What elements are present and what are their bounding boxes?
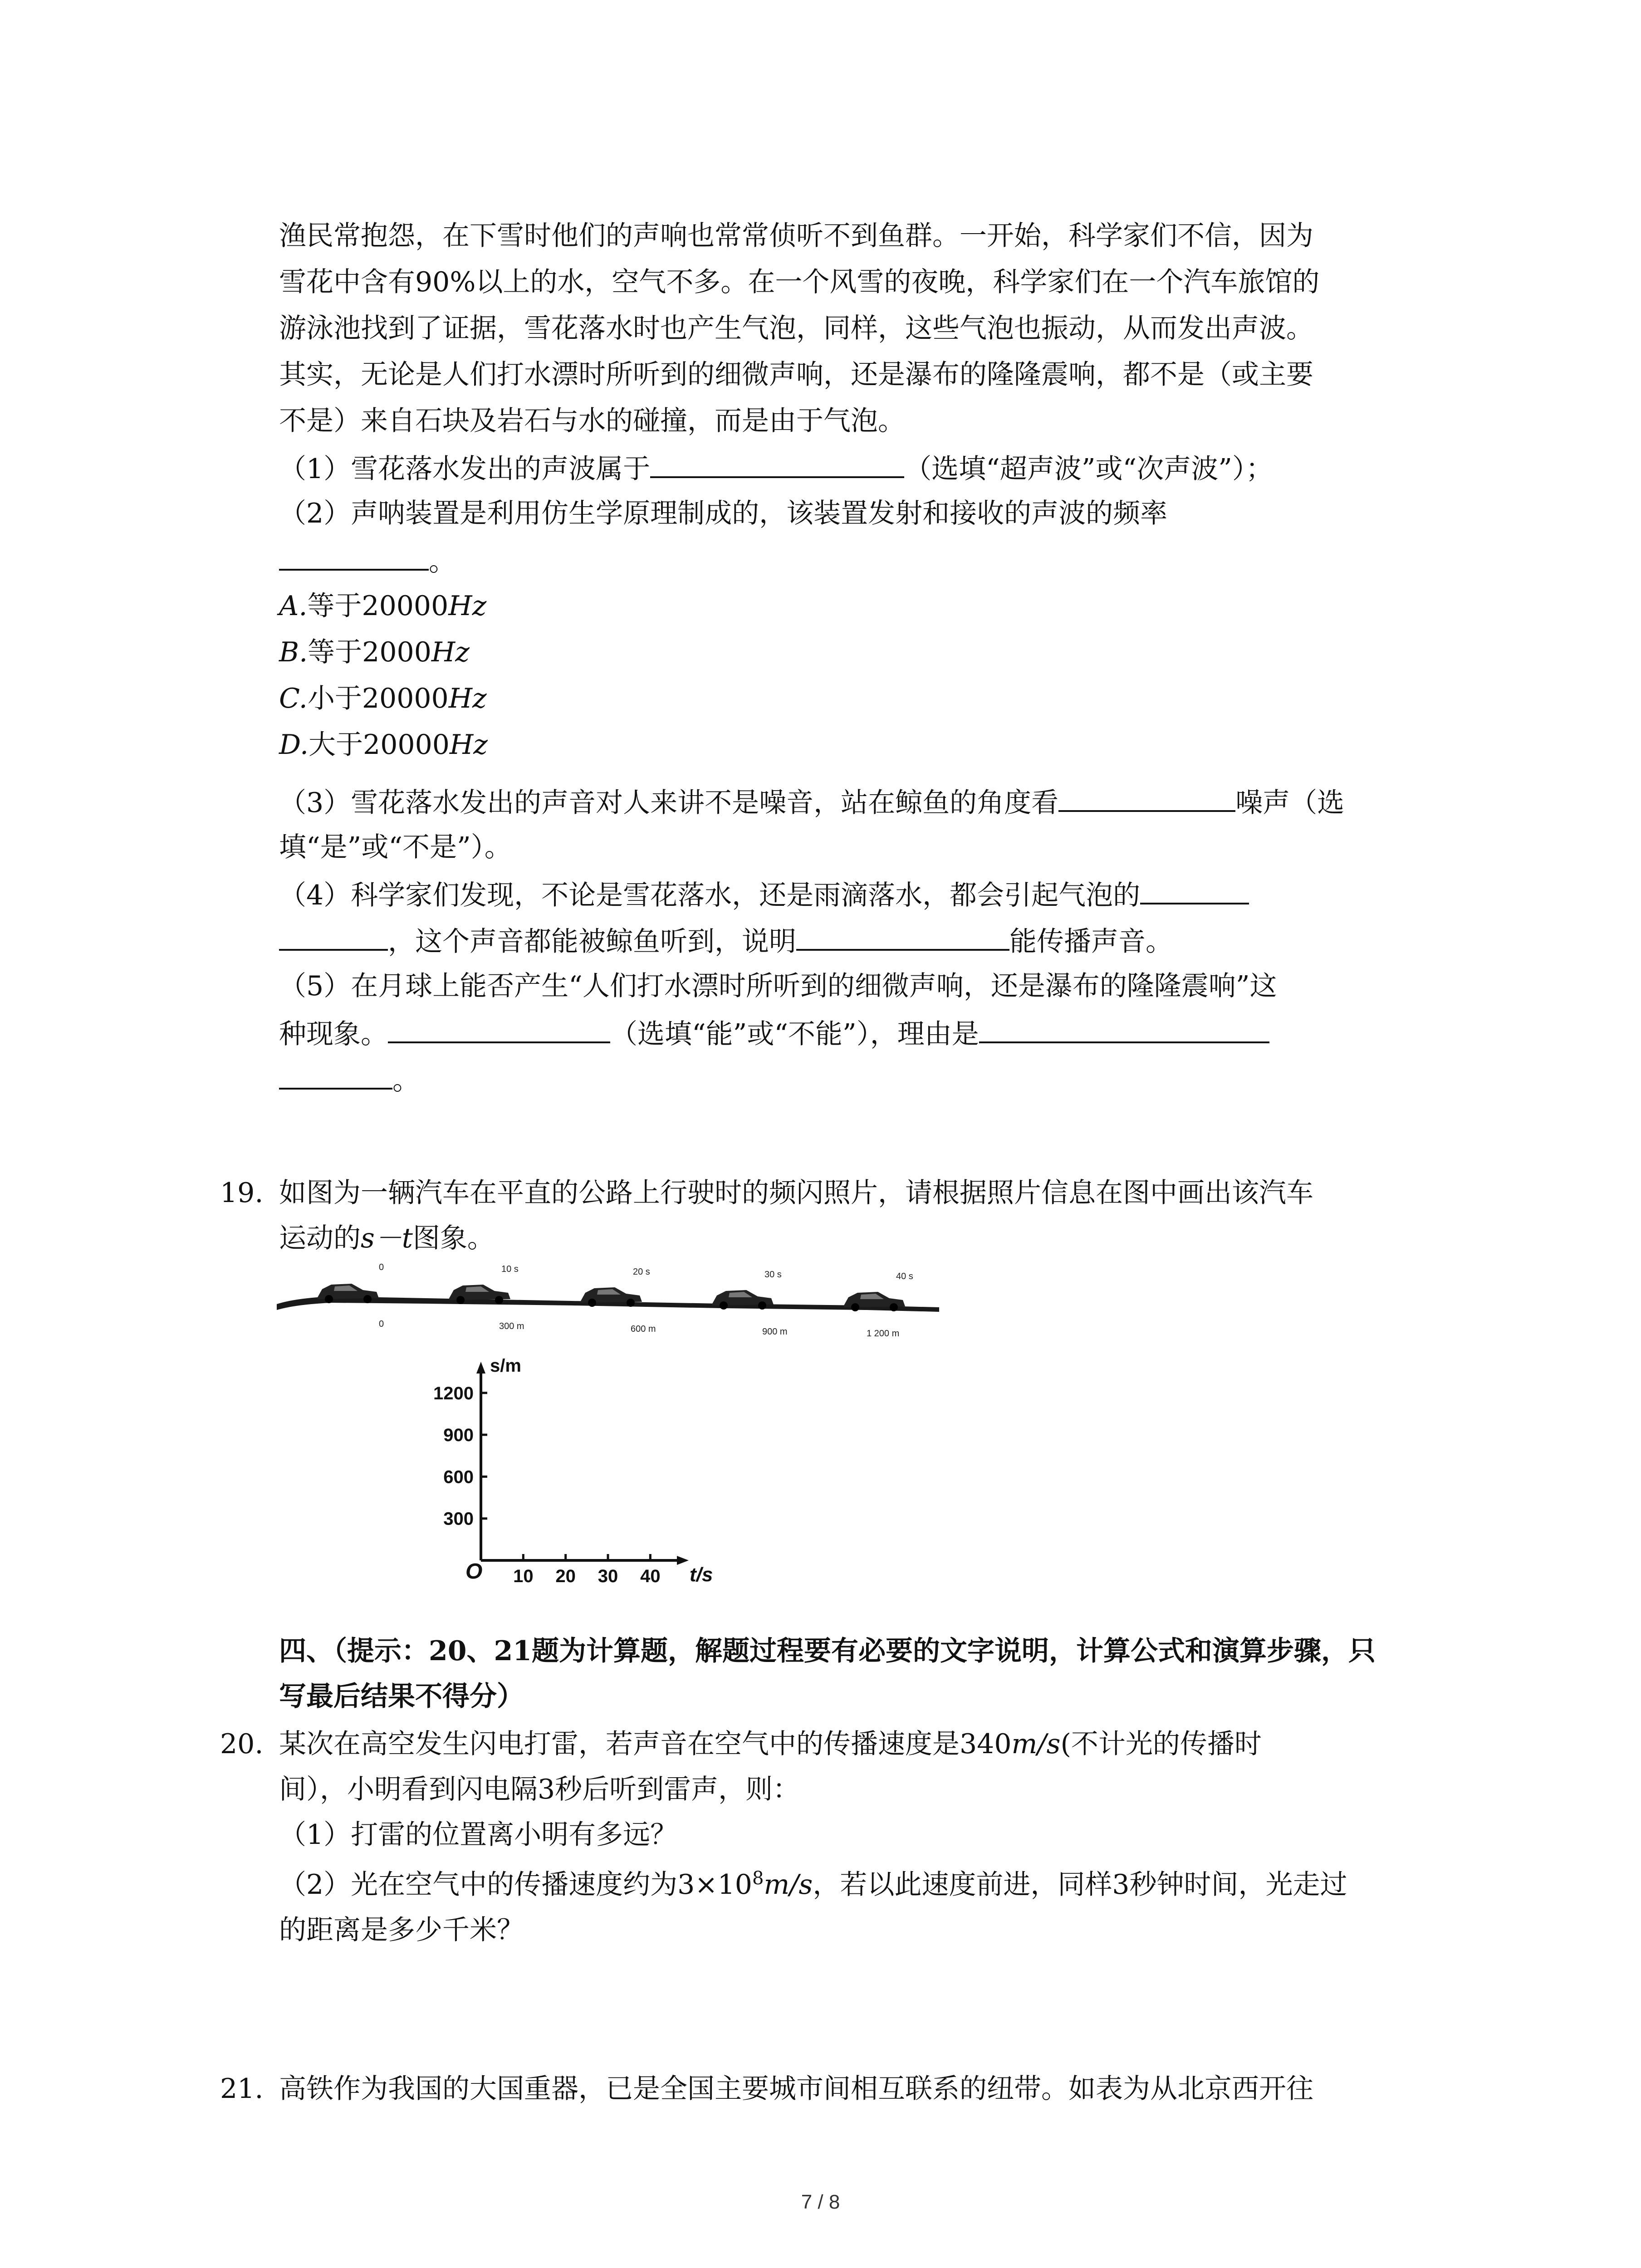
q20-part2-line2: 的距离是多少千米？ bbox=[279, 1914, 524, 1946]
q18-option-c: C.小于20000Hz bbox=[279, 683, 487, 714]
x-tick-label: 20 bbox=[555, 1566, 576, 1586]
time-label-0: 0 bbox=[379, 1262, 384, 1272]
x-tick-label: 40 bbox=[640, 1566, 661, 1586]
q18-part2-line2 bbox=[279, 542, 456, 580]
q18-part4-line2: ，这个声音都能被鲸鱼听到，说明 能传播声音。 bbox=[279, 922, 1173, 960]
passage-line-2: 雪花中含有90%以上的水，空气不多。在一个风雪的夜晚，科学家们在一个汽车旅馆的 bbox=[279, 266, 1320, 298]
section4-heading-line1: 四、（提示：20、21题为计算题，解题过程要有必要的文字说明，计算公式和演算步骤，只 bbox=[279, 1635, 1376, 1667]
time-label-20s: 20 s bbox=[633, 1267, 650, 1277]
q18-part1-text: （1）雪花落水发出的声波属于 bbox=[279, 453, 651, 485]
time-label-10s: 10 s bbox=[501, 1264, 519, 1274]
q20-line2: 间），小明看到闪电隔3秒后听到雷声，则： bbox=[279, 1774, 800, 1805]
q21-number: 21. bbox=[220, 2073, 264, 2105]
y-tick-label: 1200 bbox=[433, 1383, 474, 1403]
passage-line-3: 游泳池找到了证据，雪花落水时也产生气泡，同样，这些气泡也振动，从而发出声波。 bbox=[279, 313, 1313, 344]
q18-part3-line1: （3）雪花落水发出的声音对人来讲不是噪音，站在鲸鱼的角度看 噪声（选 bbox=[279, 783, 1344, 821]
q19-number: 19. bbox=[220, 1177, 264, 1209]
passage-line-1: 渔民常抱怨，在下雪时他们的声响也常常侦听不到鱼群。一开始，科学家们不信，因为 bbox=[279, 220, 1313, 252]
x-tick-label: 30 bbox=[598, 1566, 618, 1586]
x-axis-arrow bbox=[677, 1556, 689, 1565]
strobe-photo bbox=[277, 1261, 948, 1352]
time-label-30s: 30 s bbox=[764, 1270, 782, 1280]
page-number: 7 / 8 bbox=[801, 2191, 840, 2213]
q18-part1-hint: （选填“超声波”或“次声波”）； bbox=[904, 453, 1273, 485]
origin-label: O bbox=[465, 1559, 483, 1584]
q18-part3-answer-blank[interactable] bbox=[1058, 783, 1235, 812]
y-axis-label: s/m bbox=[490, 1356, 521, 1376]
q18-option-a: A.等于20000Hz bbox=[279, 590, 487, 622]
distance-label-300m: 300 m bbox=[499, 1321, 524, 1331]
q18-part4-answer-blank-1b[interactable] bbox=[279, 922, 388, 951]
distance-label-900m: 900 m bbox=[762, 1327, 788, 1337]
q18-part5-answer-blank-2[interactable] bbox=[979, 1014, 1269, 1043]
x-axis-label: t/s bbox=[690, 1564, 713, 1586]
q18-part3-line2: 填“是”或“不是”）。 bbox=[279, 831, 512, 863]
q19-line1: 如图为一辆汽车在平直的公路上行驶时的频闪照片，请根据照片信息在图中画出该汽车 bbox=[279, 1177, 1313, 1209]
q18-part4-answer-blank-2[interactable] bbox=[796, 922, 1009, 951]
distance-label-1200m: 1 200 m bbox=[867, 1329, 900, 1339]
time-label-40s: 40 s bbox=[896, 1271, 913, 1281]
passage-line-4: 其实，无论是人们打水漂时所听到的细微声响，还是瀑布的隆隆震响，都不是（或主要 bbox=[279, 359, 1313, 391]
q18-part5-answer-blank-2b[interactable] bbox=[279, 1061, 392, 1090]
q18-part1 bbox=[279, 449, 1273, 487]
q20-line1: 某次在高空发生闪电打雷，若声音在空气中的传播速度是340m/s(不计光的传播时 bbox=[279, 1728, 1262, 1760]
q18-part5-answer-blank-1[interactable] bbox=[388, 1014, 610, 1043]
distance-label-0: 0 bbox=[379, 1319, 384, 1329]
q21-line1: 高铁作为我国的大国重器，已是全国主要城市间相互联系的纽带。如表为从北京西开往 bbox=[279, 2073, 1313, 2105]
q18-part4-line1: （4）科学家们发现，不论是雪花落水，还是雨滴落水，都会引起气泡的 bbox=[279, 875, 1249, 914]
st-graph[interactable] bbox=[433, 1356, 758, 1601]
q19-line2: 运动的s－t图象。 bbox=[279, 1222, 495, 1254]
q18-part5-line3: 。 bbox=[279, 1061, 420, 1099]
y-tick-label: 900 bbox=[443, 1425, 474, 1446]
q18-option-d: D.大于20000Hz bbox=[279, 729, 488, 761]
q18-part2-answer-blank[interactable] bbox=[279, 542, 429, 571]
q20-number: 20. bbox=[220, 1728, 264, 1760]
q20-part1: （1）打雷的位置离小明有多远？ bbox=[279, 1819, 678, 1851]
q20-part2-line1: （2）光在空气中的传播速度约为$3\times 10^8m/s$，若以此速度前进，同样3秒钟时间，光走过 bbox=[279, 1868, 1347, 1901]
q18-part4-answer-blank-1[interactable] bbox=[1140, 875, 1249, 904]
x-tick-label: 10 bbox=[513, 1566, 534, 1586]
y-tick-label: 600 bbox=[443, 1467, 474, 1487]
passage-line-5: 不是）来自石块及岩石与水的碰撞，而是由于气泡。 bbox=[279, 405, 905, 437]
distance-label-600m: 600 m bbox=[631, 1324, 656, 1334]
q18-part1-answer-blank[interactable] bbox=[650, 449, 904, 478]
q18-part5-line1: （5）在月球上能否产生“人们打水漂时所听到的细微声响，还是瀑布的隆隆震响”这 bbox=[279, 970, 1277, 1002]
y-tick-label: 300 bbox=[443, 1509, 474, 1529]
q18-option-b: B.等于2000Hz bbox=[279, 636, 470, 668]
y-axis-arrow bbox=[476, 1362, 485, 1374]
q18-part2-end: 。 bbox=[429, 546, 456, 577]
q18-part2-line1: （2）声呐装置是利用仿生学原理制成的，该装置发射和接收的声波的频率 bbox=[279, 498, 1168, 529]
section4-heading-line2: 写最后结果不得分） bbox=[279, 1681, 524, 1712]
q18-part5-line2: 种现象。 （选填“能”或“不能”），理由是 bbox=[279, 1014, 1269, 1052]
